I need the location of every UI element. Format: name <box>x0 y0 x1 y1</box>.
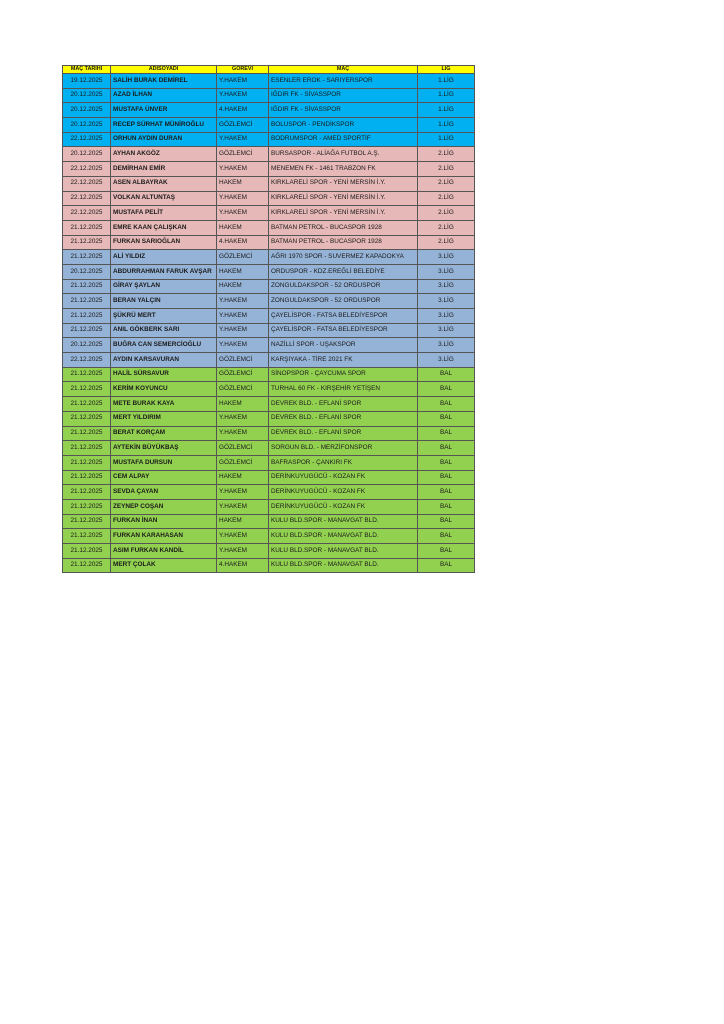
league-cell: BAL <box>418 367 475 382</box>
league-cell: 3.LİG <box>418 309 475 324</box>
match-cell: DERİNKUYUGÜCÜ - KOZAN FK <box>269 470 418 485</box>
league-cell: 3.LİG <box>418 279 475 294</box>
league-cell: BAL <box>418 470 475 485</box>
header-role: GÖREVİ <box>217 66 269 74</box>
name-cell: ALİ YILDIZ <box>111 250 217 265</box>
table-row <box>63 323 475 338</box>
name-cell: HALİL SÜRSAVUR <box>111 367 217 382</box>
name-cell: RECEP SÜRHAT MÜNİROĞLU <box>111 118 217 133</box>
league-cell: 2.LİG <box>418 147 475 162</box>
match-cell: BATMAN PETROL - BUCASPOR 1928 <box>269 220 418 235</box>
table-row <box>63 485 475 500</box>
name-cell: VOLKAN ALTUNTAŞ <box>111 191 217 206</box>
date-cell: 21.12.2025 <box>63 411 111 426</box>
table-header <box>63 66 475 74</box>
date-cell: 22.12.2025 <box>63 132 111 147</box>
name-cell: ŞÜKRÜ MERT <box>111 309 217 324</box>
date-cell: 21.12.2025 <box>63 309 111 324</box>
league-cell: BAL <box>418 544 475 559</box>
table-row <box>63 382 475 397</box>
date-cell: 19.12.2025 <box>63 74 111 89</box>
league-cell: 3.LİG <box>418 353 475 368</box>
date-cell: 21.12.2025 <box>63 397 111 412</box>
table-row <box>63 191 475 206</box>
date-cell: 21.12.2025 <box>63 529 111 544</box>
league-cell: BAL <box>418 426 475 441</box>
role-cell: GÖZLEMCİ <box>217 250 269 265</box>
match-cell: DERİNKUYUGÜCÜ - KOZAN FK <box>269 499 418 514</box>
name-cell: ASEN ALBAYRAK <box>111 176 217 191</box>
match-cell: SORGUN BLD. - MERZİFONSPOR <box>269 441 418 456</box>
name-cell: BUĞRA CAN SEMERCİOĞLU <box>111 338 217 353</box>
name-cell: METE BURAK KAYA <box>111 397 217 412</box>
header-date: MAÇ TARİHİ <box>63 66 111 74</box>
role-cell: Y.HAKEM <box>217 309 269 324</box>
date-cell: 21.12.2025 <box>63 294 111 309</box>
table-row <box>63 279 475 294</box>
date-cell: 22.12.2025 <box>63 206 111 221</box>
name-cell: DEMİRHAN EMİR <box>111 162 217 177</box>
table-row <box>63 147 475 162</box>
league-cell: BAL <box>418 514 475 529</box>
name-cell: MUSTAFA DURSUN <box>111 455 217 470</box>
match-cell: DEVREK BLD. - EFLANİ SPOR <box>269 426 418 441</box>
league-cell: 3.LİG <box>418 264 475 279</box>
date-cell: 22.12.2025 <box>63 162 111 177</box>
date-cell: 21.12.2025 <box>63 558 111 573</box>
table-row <box>63 426 475 441</box>
role-cell: GÖZLEMCİ <box>217 147 269 162</box>
match-cell: BAFRASPOR - ÇANKIRI FK <box>269 455 418 470</box>
date-cell: 21.12.2025 <box>63 367 111 382</box>
table-row <box>63 264 475 279</box>
league-cell: 3.LİG <box>418 250 475 265</box>
role-cell: HAKEM <box>217 470 269 485</box>
table-row <box>63 235 475 250</box>
name-cell: MERT ÇOLAK <box>111 558 217 573</box>
league-cell: BAL <box>418 397 475 412</box>
match-cell: KULU BLD.SPOR - MANAVGAT BLD. <box>269 514 418 529</box>
league-cell: BAL <box>418 441 475 456</box>
name-cell: GİRAY ŞAYLAN <box>111 279 217 294</box>
table-row <box>63 411 475 426</box>
name-cell: ASIM FURKAN KANDİL <box>111 544 217 559</box>
name-cell: MUSTAFA ÜNVER <box>111 103 217 118</box>
date-cell: 21.12.2025 <box>63 441 111 456</box>
league-cell: 1.LİG <box>418 132 475 147</box>
role-cell: GÖZLEMCİ <box>217 367 269 382</box>
name-cell: FURKAN SARIOĞLAN <box>111 235 217 250</box>
date-cell: 20.12.2025 <box>63 103 111 118</box>
name-cell: ZEYNEP COŞAN <box>111 499 217 514</box>
table-row <box>63 529 475 544</box>
role-cell: Y.HAKEM <box>217 191 269 206</box>
role-cell: HAKEM <box>217 220 269 235</box>
role-cell: Y.HAKEM <box>217 499 269 514</box>
date-cell: 21.12.2025 <box>63 235 111 250</box>
match-cell: MENEMEN FK - 1461 TRABZON FK <box>269 162 418 177</box>
role-cell: Y.HAKEM <box>217 338 269 353</box>
table-row <box>63 162 475 177</box>
role-cell: HAKEM <box>217 397 269 412</box>
date-cell: 21.12.2025 <box>63 514 111 529</box>
match-cell: KULU BLD.SPOR - MANAVGAT BLD. <box>269 558 418 573</box>
table-row <box>63 176 475 191</box>
role-cell: HAKEM <box>217 514 269 529</box>
match-cell: BURSASPOR - ALİAĞA FUTBOL A.Ş. <box>269 147 418 162</box>
name-cell: FURKAN KARAHASAN <box>111 529 217 544</box>
name-cell: ORHUN AYDIN DURAN <box>111 132 217 147</box>
match-cell: DERİNKUYUGÜCÜ - KOZAN FK <box>269 485 418 500</box>
date-cell: 22.12.2025 <box>63 353 111 368</box>
header-league: LİG <box>418 66 475 74</box>
role-cell: GÖZLEMCİ <box>217 353 269 368</box>
name-cell: MUSTAFA PELİT <box>111 206 217 221</box>
role-cell: Y.HAKEM <box>217 529 269 544</box>
table-row <box>63 206 475 221</box>
match-cell: KULU BLD.SPOR - MANAVGAT BLD. <box>269 529 418 544</box>
match-cell: KULU BLD.SPOR - MANAVGAT BLD. <box>269 544 418 559</box>
role-cell: GÖZLEMCİ <box>217 441 269 456</box>
table-row <box>63 514 475 529</box>
league-cell: BAL <box>418 558 475 573</box>
match-cell: ESENLER EROK - SARIYERSPOR <box>269 74 418 89</box>
name-cell: CEM ALPAY <box>111 470 217 485</box>
match-cell: KARŞIYAKA - TİRE 2021 FK <box>269 353 418 368</box>
table-row <box>63 220 475 235</box>
match-cell: TURHAL 60 FK - KIRŞEHİR YETİŞEN <box>269 382 418 397</box>
date-cell: 21.12.2025 <box>63 485 111 500</box>
table-row <box>63 132 475 147</box>
match-cell: KIRKLARELİ SPOR - YENİ MERSİN İ.Y. <box>269 176 418 191</box>
header-name: ADISOYADI <box>111 66 217 74</box>
date-cell: 21.12.2025 <box>63 426 111 441</box>
role-cell: HAKEM <box>217 176 269 191</box>
match-cell: KIRKLARELİ SPOR - YENİ MERSİN İ.Y. <box>269 191 418 206</box>
role-cell: GÖZLEMCİ <box>217 382 269 397</box>
league-cell: BAL <box>418 411 475 426</box>
date-cell: 21.12.2025 <box>63 470 111 485</box>
name-cell: AYTEKİN BÜYÜKBAŞ <box>111 441 217 456</box>
table-row <box>63 294 475 309</box>
name-cell: BERAT KORÇAM <box>111 426 217 441</box>
name-cell: AYDIN KARSAVURAN <box>111 353 217 368</box>
date-cell: 20.12.2025 <box>63 147 111 162</box>
date-cell: 21.12.2025 <box>63 499 111 514</box>
league-cell: 2.LİG <box>418 176 475 191</box>
league-cell: 3.LİG <box>418 294 475 309</box>
name-cell: SALİH BURAK DEMİREL <box>111 74 217 89</box>
table-body <box>63 74 475 573</box>
league-cell: 3.LİG <box>418 323 475 338</box>
table-row <box>63 309 475 324</box>
role-cell: Y.HAKEM <box>217 206 269 221</box>
role-cell: Y.HAKEM <box>217 88 269 103</box>
date-cell: 21.12.2025 <box>63 455 111 470</box>
date-cell: 20.12.2025 <box>63 118 111 133</box>
name-cell: KERİM KOYUNCU <box>111 382 217 397</box>
league-cell: 1.LİG <box>418 88 475 103</box>
match-cell: DEVREK BLD. - EFLANİ SPOR <box>269 411 418 426</box>
name-cell: ABDURRAHMAN FARUK AVŞAR <box>111 264 217 279</box>
match-cell: IĞDIR FK - SİVASSPOR <box>269 88 418 103</box>
league-cell: 3.LİG <box>418 338 475 353</box>
league-cell: 1.LİG <box>418 74 475 89</box>
table-row <box>63 250 475 265</box>
role-cell: 4.HAKEM <box>217 558 269 573</box>
match-cell: IĞDIR FK - SİVASSPOR <box>269 103 418 118</box>
match-cell: NAZİLLİ SPOR - UŞAKSPOR <box>269 338 418 353</box>
role-cell: GÖZLEMCİ <box>217 455 269 470</box>
name-cell: ANIL GÖKBERK SARI <box>111 323 217 338</box>
league-cell: BAL <box>418 485 475 500</box>
table-row <box>63 470 475 485</box>
name-cell: EMRE KAAN ÇALIŞKAN <box>111 220 217 235</box>
name-cell: FURKAN İNAN <box>111 514 217 529</box>
match-cell: ZONGULDAKSPOR - 52 ORDUSPOR <box>269 279 418 294</box>
league-cell: 1.LİG <box>418 103 475 118</box>
table-row <box>63 118 475 133</box>
name-cell: AYHAN AKGÖZ <box>111 147 217 162</box>
date-cell: 20.12.2025 <box>63 88 111 103</box>
role-cell: HAKEM <box>217 264 269 279</box>
role-cell: Y.HAKEM <box>217 485 269 500</box>
table-row <box>63 74 475 89</box>
table-row <box>63 455 475 470</box>
match-cell: ORDUSPOR - KDZ.EREĞLİ BELEDİYE <box>269 264 418 279</box>
table-row <box>63 367 475 382</box>
table-row <box>63 397 475 412</box>
date-cell: 21.12.2025 <box>63 382 111 397</box>
name-cell: MERT YILDIRIM <box>111 411 217 426</box>
table-row <box>63 103 475 118</box>
table-row <box>63 338 475 353</box>
name-cell: BERAN YALÇIN <box>111 294 217 309</box>
match-cell: ZONGULDAKSPOR - 52 ORDUSPOR <box>269 294 418 309</box>
role-cell: Y.HAKEM <box>217 294 269 309</box>
match-cell: DEVREK BLD. - EFLANİ SPOR <box>269 397 418 412</box>
table-row <box>63 558 475 573</box>
name-cell: AZAD İLHAN <box>111 88 217 103</box>
role-cell: Y.HAKEM <box>217 323 269 338</box>
league-cell: 2.LİG <box>418 162 475 177</box>
date-cell: 21.12.2025 <box>63 279 111 294</box>
role-cell: GÖZLEMCİ <box>217 118 269 133</box>
match-cell: BATMAN PETROL - BUCASPOR 1928 <box>269 235 418 250</box>
league-cell: BAL <box>418 529 475 544</box>
date-cell: 21.12.2025 <box>63 220 111 235</box>
table-row <box>63 88 475 103</box>
league-cell: 2.LİG <box>418 235 475 250</box>
role-cell: Y.HAKEM <box>217 74 269 89</box>
role-cell: 4.HAKEM <box>217 103 269 118</box>
match-cell: SİNOPSPOR - ÇAYCUMA SPOR <box>269 367 418 382</box>
league-cell: 2.LİG <box>418 220 475 235</box>
league-cell: BAL <box>418 382 475 397</box>
role-cell: Y.HAKEM <box>217 544 269 559</box>
header-match: MAÇ <box>269 66 418 74</box>
date-cell: 20.12.2025 <box>63 264 111 279</box>
match-cell: BOLUSPOR - PENDİKSPOR <box>269 118 418 133</box>
league-cell: BAL <box>418 499 475 514</box>
date-cell: 21.12.2025 <box>63 250 111 265</box>
match-cell: BODRUMSPOR - AMED SPORTİF <box>269 132 418 147</box>
date-cell: 21.12.2025 <box>63 544 111 559</box>
role-cell: 4.HAKEM <box>217 235 269 250</box>
match-cell: KIRKLARELİ SPOR - YENİ MERSİN İ.Y. <box>269 206 418 221</box>
match-cell: AĞRI 1970 SPOR - SUVERMEZ KAPADOKYA <box>269 250 418 265</box>
name-cell: SEVDA ÇAYAN <box>111 485 217 500</box>
date-cell: 21.12.2025 <box>63 323 111 338</box>
assignments-table <box>62 65 475 573</box>
date-cell: 22.12.2025 <box>63 176 111 191</box>
date-cell: 22.12.2025 <box>63 191 111 206</box>
date-cell: 20.12.2025 <box>63 338 111 353</box>
role-cell: Y.HAKEM <box>217 411 269 426</box>
league-cell: BAL <box>418 455 475 470</box>
header-row <box>63 66 475 74</box>
league-cell: 2.LİG <box>418 191 475 206</box>
role-cell: Y.HAKEM <box>217 426 269 441</box>
table-row <box>63 544 475 559</box>
league-cell: 2.LİG <box>418 206 475 221</box>
match-cell: ÇAYELİSPOR - FATSA BELEDİYESPOR <box>269 323 418 338</box>
role-cell: Y.HAKEM <box>217 132 269 147</box>
league-cell: 1.LİG <box>418 118 475 133</box>
match-cell: ÇAYELİSPOR - FATSA BELEDİYESPOR <box>269 309 418 324</box>
role-cell: HAKEM <box>217 279 269 294</box>
table-row <box>63 353 475 368</box>
table-row <box>63 441 475 456</box>
role-cell: Y.HAKEM <box>217 162 269 177</box>
table-row <box>63 499 475 514</box>
